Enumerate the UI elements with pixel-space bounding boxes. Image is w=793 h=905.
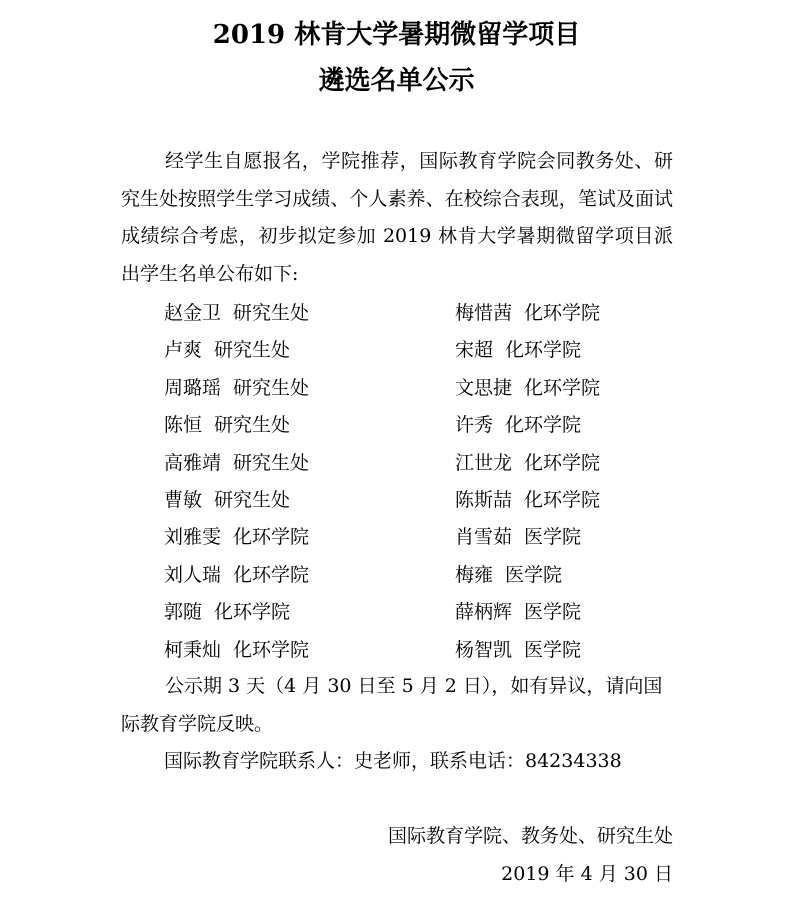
student-entry-right	[455, 370, 600, 407]
student-entry-right	[455, 407, 581, 444]
student-department: 研究生处	[214, 339, 291, 362]
issuing-offices: 国际教育学院、教务处、研究生处	[387, 825, 673, 847]
student-row	[164, 332, 644, 369]
student-department: 研究生处	[233, 376, 310, 399]
student-list	[164, 295, 644, 669]
contact-line: 国际教育学院联系人：史老师，联系电话：84234338	[164, 750, 622, 772]
student-entry-right	[455, 632, 581, 669]
student-name: 郭随	[164, 601, 203, 624]
document-title-line-1: 2019 林肯大学暑期微留学项目	[212, 20, 581, 50]
student-name: 梅雍	[455, 563, 494, 586]
student-row	[164, 519, 644, 556]
student-entry-right	[455, 332, 581, 369]
student-entry-left	[164, 295, 309, 332]
student-department: 化环学院	[233, 563, 310, 586]
student-name: 江世龙	[455, 451, 513, 474]
student-name: 周璐瑶	[164, 376, 222, 399]
student-department: 化环学院	[524, 488, 601, 511]
student-department: 研究生处	[214, 414, 291, 437]
student-department: 化环学院	[524, 302, 601, 324]
student-department: 医学院	[524, 638, 582, 661]
student-row	[164, 295, 644, 332]
student-department: 化环学院	[214, 601, 291, 624]
objection-notice: 公示期 3 天（4 月 30 日至 5 月 2 日），如有异议，请向国际教育学院反映。	[121, 675, 663, 735]
student-name: 薛柄辉	[455, 601, 513, 624]
student-name: 刘人瑞	[164, 563, 222, 586]
student-name: 刘雅雯	[164, 526, 222, 549]
student-name: 卢爽	[164, 339, 203, 362]
student-row	[164, 370, 644, 407]
student-name: 柯秉灿	[164, 638, 222, 661]
student-department: 研究生处	[214, 488, 291, 511]
student-entry-left	[164, 370, 309, 407]
student-row	[164, 594, 644, 631]
student-entry-left	[164, 557, 309, 594]
student-department: 化环学院	[524, 451, 601, 474]
student-department: 化环学院	[233, 526, 310, 549]
student-name: 曹敏	[164, 488, 203, 511]
student-entry-left	[164, 407, 290, 444]
student-department: 医学院	[524, 526, 582, 549]
student-department: 化环学院	[233, 638, 310, 661]
student-row	[164, 482, 644, 519]
student-row	[164, 407, 644, 444]
document-title-line-2: 遴选名单公示	[318, 66, 475, 96]
student-name: 陈斯喆	[455, 488, 513, 511]
student-entry-right	[455, 445, 600, 482]
student-department: 化环学院	[524, 376, 601, 399]
student-row	[164, 632, 644, 669]
student-entry-left	[164, 482, 290, 519]
student-name: 梅惜茜	[455, 302, 513, 324]
student-entry-left	[164, 594, 290, 631]
student-department: 研究生处	[233, 302, 310, 324]
student-department: 化环学院	[505, 339, 582, 362]
intro-paragraph: 经学生自愿报名，学院推荐，国际教育学院会同教务处、研究生处按照学生学习成绩、个人素养、在校综合表现，笔试及面试成绩综合考虑，初步拟定参加 2019 林肯大学暑期微留学项目派出学生名单公布如下:	[121, 150, 673, 285]
student-entry-right	[455, 594, 581, 631]
student-department: 医学院	[524, 601, 582, 624]
student-row	[164, 445, 644, 482]
student-entry-left	[164, 519, 309, 556]
student-entry-left	[164, 632, 309, 669]
student-entry-right	[455, 295, 600, 332]
student-name: 许秀	[455, 414, 494, 437]
student-name: 高雅靖	[164, 451, 222, 474]
student-name: 杨智凯	[455, 638, 513, 661]
student-department: 医学院	[505, 563, 563, 586]
student-department: 研究生处	[233, 451, 310, 474]
student-department: 化环学院	[505, 414, 582, 437]
student-entry-right	[455, 557, 562, 594]
student-entry-right	[455, 519, 581, 556]
student-name: 赵金卫	[164, 302, 222, 324]
student-name: 肖雪茹	[455, 526, 513, 549]
student-entry-left	[164, 445, 309, 482]
student-name: 宋超	[455, 339, 494, 362]
student-row	[164, 557, 644, 594]
issue-date: 2019 年 4 月 30 日	[501, 863, 673, 885]
student-name: 文思捷	[455, 376, 513, 399]
student-entry-left	[164, 332, 290, 369]
student-entry-right	[455, 482, 600, 519]
student-name: 陈恒	[164, 414, 203, 437]
